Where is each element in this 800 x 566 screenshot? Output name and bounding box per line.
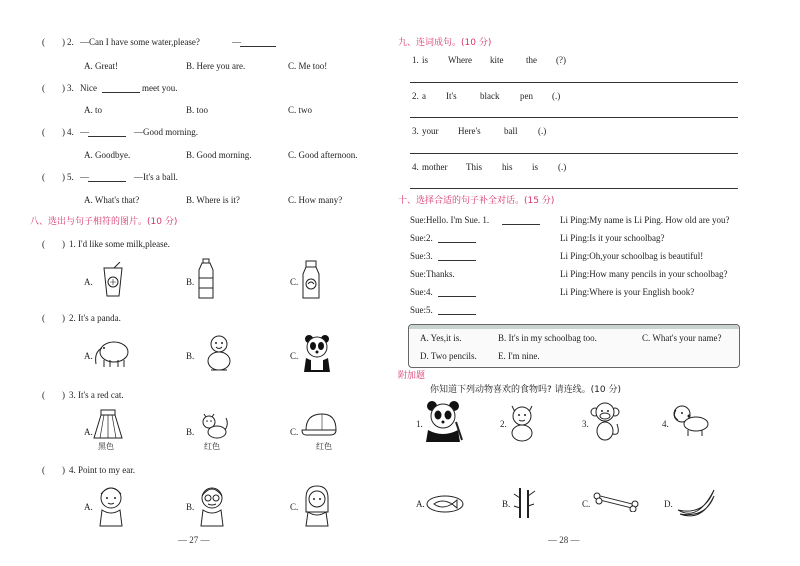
option-c: C. What's your name? xyxy=(642,333,722,343)
answer-blank[interactable] xyxy=(438,306,476,315)
answer-paren: ( xyxy=(42,465,45,475)
option-e: E. I'm nine. xyxy=(498,351,540,361)
word: is xyxy=(532,162,539,172)
answer-blank[interactable] xyxy=(438,288,476,297)
fish-plate-icon[interactable] xyxy=(426,494,464,514)
monkey-icon[interactable] xyxy=(590,400,620,442)
answer-blank[interactable] xyxy=(88,128,126,137)
option-c: C. xyxy=(290,277,299,287)
question-text: 4. Point to my ear. xyxy=(69,465,135,475)
answer-paren: ( xyxy=(42,127,45,137)
option-c: C. How many? xyxy=(288,195,343,205)
option-b: B. xyxy=(186,502,195,512)
juice-glass-icon[interactable] xyxy=(100,262,126,298)
options-box xyxy=(408,324,740,368)
word: your xyxy=(422,126,439,136)
word: Where xyxy=(448,55,472,65)
dialogue-line: Sue:4. xyxy=(410,287,433,297)
answer-paren: ( xyxy=(42,83,45,93)
word: (.) xyxy=(558,162,567,172)
question-number: 5. xyxy=(67,172,74,182)
option-a: A. Yes,it is. xyxy=(420,333,462,343)
animal-number: 4. xyxy=(662,419,669,429)
dialogue-line: Li Ping:Is it your schoolbag? xyxy=(560,233,665,243)
answer-paren-close: ) xyxy=(62,390,65,400)
dialogue-line: Li Ping:Where is your English book? xyxy=(560,287,695,297)
answer-blank[interactable] xyxy=(240,38,276,47)
answer-dash: — xyxy=(232,37,241,47)
dialogue-line: Li Ping:Oh,your schoolbag is beautiful! xyxy=(560,251,704,261)
word: pen xyxy=(520,91,533,101)
writing-line[interactable] xyxy=(410,117,738,118)
food-letter: B. xyxy=(502,499,511,509)
question-text-end: meet you. xyxy=(142,83,178,93)
question-text: —Can I have some water,please? xyxy=(80,37,200,47)
answer-blank[interactable] xyxy=(88,173,126,182)
question-text: 2. It's a panda. xyxy=(69,313,121,323)
bamboo-icon[interactable] xyxy=(512,486,538,520)
word: is xyxy=(422,55,429,65)
answer-blank[interactable] xyxy=(102,84,140,93)
skirt-icon[interactable] xyxy=(92,408,124,440)
answer-blank[interactable] xyxy=(438,252,476,261)
color-label-black: 黑色 xyxy=(98,442,114,451)
answer-paren: ( xyxy=(42,390,45,400)
answer-blank[interactable] xyxy=(502,216,540,225)
answer-paren-close: ) xyxy=(62,465,65,475)
food-letter: A. xyxy=(416,499,425,509)
girl-pointing-icon[interactable] xyxy=(196,484,228,528)
option-a: A. to xyxy=(84,105,102,115)
question-text: —It's a ball. xyxy=(134,172,178,182)
option-a: A. xyxy=(84,277,93,287)
question-number: 4. xyxy=(67,127,74,137)
option-a: A. Great! xyxy=(84,61,118,71)
water-bottle-icon[interactable] xyxy=(196,258,216,300)
animal-number: 1. xyxy=(416,419,423,429)
milk-bottle-icon[interactable] xyxy=(301,260,321,300)
word: the xyxy=(526,55,537,65)
question-text: 1. I'd like some milk,please. xyxy=(69,239,170,249)
option-b: B. Here you are. xyxy=(186,61,246,71)
color-label-red: 红色 xyxy=(316,442,332,451)
dialogue-line: Sue:2. xyxy=(410,233,433,243)
word: This xyxy=(466,162,483,172)
option-c: C. xyxy=(290,351,299,361)
dialogue-line: Sue:5. xyxy=(410,305,433,315)
option-b: B. xyxy=(186,351,195,361)
option-a: A. xyxy=(84,502,93,512)
dialogue-line: Li Ping:How many pencils in your schoolbag? xyxy=(560,269,728,279)
banana-icon[interactable] xyxy=(674,484,718,518)
row-number: 1. xyxy=(412,55,419,65)
page-number: — 27 — xyxy=(178,535,210,545)
answer-paren-close: ) xyxy=(62,172,65,182)
option-b: B. xyxy=(186,427,195,437)
option-a: A. xyxy=(84,427,93,437)
bone-icon[interactable] xyxy=(592,492,640,512)
answer-dash: — xyxy=(80,172,89,182)
word: Here's xyxy=(458,126,481,136)
section-10-title: 十、选择合适的句子补全对话。(15 分) xyxy=(398,196,555,206)
option-b: B. Where is it? xyxy=(186,195,240,205)
word: ball xyxy=(504,126,518,136)
option-c: C. Good afternoon. xyxy=(288,150,358,160)
panda-icon[interactable] xyxy=(302,334,332,374)
option-b: B. Good morning. xyxy=(186,150,252,160)
elephant-icon[interactable] xyxy=(92,338,132,368)
option-c: C. xyxy=(290,427,299,437)
option-a: A. xyxy=(84,351,93,361)
answer-paren-close: ) xyxy=(62,239,65,249)
question-text: —Good morning. xyxy=(134,127,198,137)
row-number: 4. xyxy=(412,162,419,172)
question-text-start: Nice xyxy=(80,83,97,93)
option-c: C. xyxy=(290,502,299,512)
writing-line[interactable] xyxy=(410,82,738,83)
row-number: 2. xyxy=(412,91,419,101)
option-c: C. two xyxy=(288,105,313,115)
word: mother xyxy=(422,162,448,172)
option-a: A. What's that? xyxy=(84,195,140,205)
dog-icon[interactable] xyxy=(672,404,710,438)
question-text: 3. It's a red cat. xyxy=(69,390,124,400)
row-number: 3. xyxy=(412,126,419,136)
answer-paren: ( xyxy=(42,239,45,249)
word: (.) xyxy=(538,126,547,136)
word: (?) xyxy=(556,55,566,65)
writing-line[interactable] xyxy=(410,153,738,154)
answer-blank[interactable] xyxy=(438,234,476,243)
word: It's xyxy=(446,91,457,101)
girl-long-hair-icon[interactable] xyxy=(302,484,332,528)
bonus-title: 附加题 xyxy=(398,371,426,381)
answer-paren: ( xyxy=(42,172,45,182)
question-number: 3. xyxy=(67,83,74,93)
dialogue-line: Sue:Thanks. xyxy=(410,269,455,279)
word: black xyxy=(480,91,500,101)
bonus-prompt: 你知道下列动物喜欢的食物吗? 请连线。(10 分) xyxy=(430,385,621,395)
word: kite xyxy=(490,55,504,65)
option-b: B. too xyxy=(186,105,209,115)
word: a xyxy=(422,91,426,101)
animal-number: 3. xyxy=(582,419,589,429)
word: his xyxy=(502,162,513,172)
cat-sitting-icon[interactable] xyxy=(508,402,536,442)
food-letter: C. xyxy=(582,499,591,509)
section-8-title: 八、选出与句子相符的图片。(10 分) xyxy=(30,217,178,227)
dialogue-line: Sue:3. xyxy=(410,251,433,261)
option-b: B. It's in my schoolbag too. xyxy=(498,333,597,343)
page-number: — 28 — xyxy=(548,535,580,545)
word: (.) xyxy=(552,91,561,101)
section-9-title: 九、连词成句。(10 分) xyxy=(398,38,492,48)
option-a: A. Goodbye. xyxy=(84,150,131,160)
option-b: B. xyxy=(186,277,195,287)
answer-paren-close: ) xyxy=(62,83,65,93)
answer-paren: ( xyxy=(42,313,45,323)
cap-icon[interactable] xyxy=(300,412,340,438)
dialogue-line: Li Ping:My name is Li Ping. How old are you? xyxy=(560,215,730,225)
food-letter: D. xyxy=(664,499,673,509)
boy-pointing-icon[interactable] xyxy=(96,484,126,528)
cat-icon[interactable] xyxy=(200,410,228,440)
animal-number: 2. xyxy=(500,419,507,429)
option-d: D. Two pencils. xyxy=(420,351,477,361)
writing-line[interactable] xyxy=(410,188,738,189)
answer-paren-close: ) xyxy=(62,313,65,323)
answer-paren-close: ) xyxy=(62,127,65,137)
dialogue-line: Sue:Hello. I'm Sue. 1. xyxy=(410,215,490,225)
color-label-red: 红色 xyxy=(204,442,220,451)
panda-eating-icon[interactable] xyxy=(424,400,464,442)
answer-dash: — xyxy=(80,127,89,137)
answer-paren: ( xyxy=(42,37,45,47)
option-c: C. Me too! xyxy=(288,61,328,71)
answer-paren-close: ) xyxy=(62,37,65,47)
duck-icon[interactable] xyxy=(204,334,234,372)
question-number: 2. xyxy=(67,37,74,47)
